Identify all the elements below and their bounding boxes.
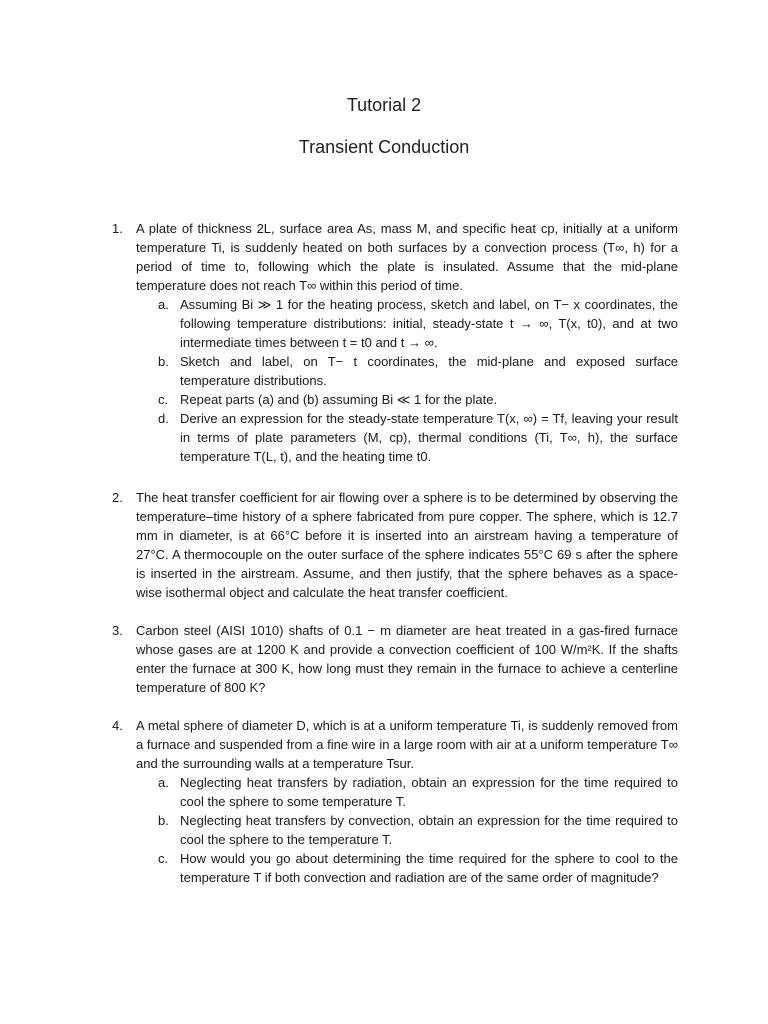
sub-part-label: c. (158, 851, 169, 866)
question-text: Carbon steel (AISI 1010) shafts of 0.1 − m diameter are heat treated in a gas-fired furnace whose gases are at 1200 K and provide a convection coefficient of 100 W/m²K. If the shafts enter the furnace at 300 K, how long must they remain in the furnace to achieve a centerline temperature of 800 K? (136, 623, 678, 695)
question-number: 4. (112, 718, 123, 733)
sub-part-text: Sketch and label, on T− t coordinates, the mid-plane and exposed surface temperature distributions. (180, 354, 678, 388)
sub-part-text: Assuming Bi ≫ 1 for the heating process, sketch and label, on T− x coordinates, the following temperature distributions: initial, steady-state t → ∞, T(x, t0), and at two intermediate times between t = t0 and t → ∞. (180, 297, 678, 350)
sub-part (158, 295, 678, 352)
question-4 (112, 716, 678, 887)
sub-part (158, 390, 678, 409)
sub-part-label: a. (158, 297, 169, 312)
question-number: 1. (112, 221, 123, 236)
sub-part (158, 811, 678, 849)
question-1 (112, 219, 678, 466)
sub-part-label: c. (158, 392, 169, 407)
page-subtitle: Transient Conduction (298, 137, 470, 157)
sub-part-text: Repeat parts (a) and (b) assuming Bi ≪ 1 for the plate. (180, 392, 498, 407)
sub-part-text: How would you go about determining the time required for the sphere to cool to the temperature T if both convection and radiation are of the same order of magnitude? (180, 851, 678, 885)
sub-part-label: d. (158, 411, 169, 426)
question-number: 2. (112, 490, 123, 505)
sub-part (158, 409, 678, 466)
sub-part-label: a. (158, 775, 169, 790)
sub-part (158, 773, 678, 811)
question-text: A plate of thickness 2L, surface area As, mass M, and specific heat cp, initially at a uniform temperature Ti, is suddenly heated on both surfaces by a convection process (T∞, h) for a period of time to, following which the plate is insulated. Assume that the mid-plane temperature does not reach T∞ within this period of time. (136, 221, 678, 293)
question-3 (112, 621, 678, 697)
sub-part-label: b. (158, 354, 169, 369)
sub-part-text: Neglecting heat transfers by radiation, obtain an expression for the time required to cool the sphere to some temperature T. (180, 775, 678, 809)
sub-part-text: Neglecting heat transfers by convection, obtain an expression for the time required to cool the sphere to the temperature T. (180, 813, 678, 847)
page-title: Tutorial 2 (346, 95, 422, 115)
sub-part-label: b. (158, 813, 169, 828)
question-number: 3. (112, 623, 123, 638)
question-2 (112, 488, 678, 602)
sub-part-text: Derive an expression for the steady-state temperature T(x, ∞) = Tf, leaving your result in terms of plate parameters (M, cp), thermal conditions (Ti, T∞, h), the surface temperature T(L, t), and the heating time t0. (180, 411, 678, 464)
sub-part (158, 352, 678, 390)
question-text: The heat transfer coefficient for air flowing over a sphere is to be determined by observing the temperature–time history of a sphere fabricated from pure copper. The sphere, which is 12.7 mm in diameter, is at 66°C before it is inserted into an airstream having a temperature of 27°C. A thermocouple on the outer surface of the sphere indicates 55°C 69 s after the sphere is inserted in the airstream. Assume, and then justify, that the sphere behaves as a space-wise isothermal object and calculate the heat transfer coefficient. (136, 490, 678, 600)
sub-part (158, 849, 678, 887)
question-text: A metal sphere of diameter D, which is at a uniform temperature Ti, is suddenly removed from a furnace and suspended from a fine wire in a large room with air at a uniform temperature T∞ and the surrounding walls at a temperature Tsur. (136, 718, 678, 771)
